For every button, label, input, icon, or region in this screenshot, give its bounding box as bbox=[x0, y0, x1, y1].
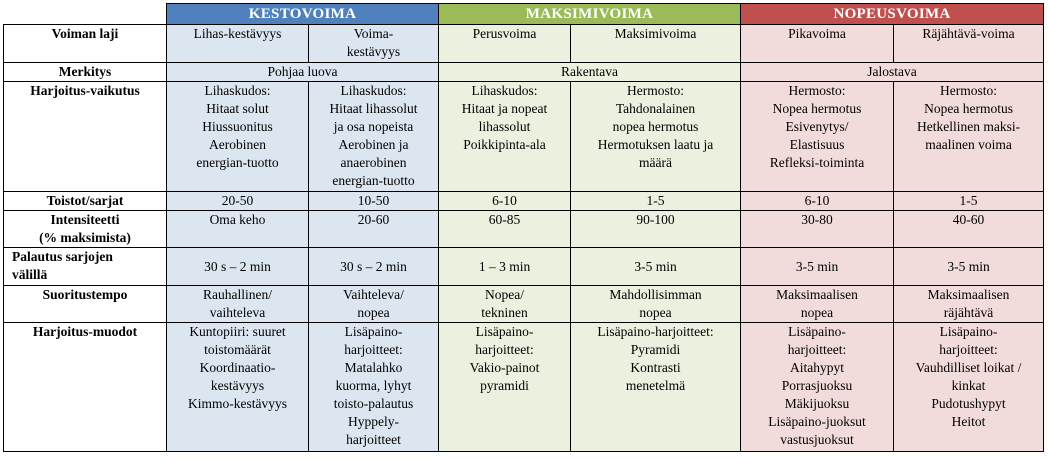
cell-pikavoima: Pikavoima bbox=[741, 25, 894, 63]
empty-corner-cell bbox=[4, 4, 167, 25]
cell-muodot-3: Lisäpaino- harjoitteet: Vakio-painot pyramidi bbox=[439, 323, 571, 452]
strength-training-table bbox=[3, 3, 1044, 452]
cell-tempo-5: Maksimaalisen nopea bbox=[741, 286, 894, 323]
cell-vaikutus-4: Hermosto: Tahdonalainen nopea hermotus Hermotuksen laatu ja määrä bbox=[571, 82, 741, 192]
cell-toistot-1: 20-50 bbox=[167, 192, 309, 211]
cell-tempo-6: Maksimaalisen räjähtävä bbox=[894, 286, 1044, 323]
row-harjoitus-muodot bbox=[4, 323, 1044, 452]
cell-tempo-2: Vaihteleva/ nopea bbox=[309, 286, 439, 323]
cell-palautus-5: 3-5 min bbox=[741, 248, 894, 286]
cell-toistot-3: 6-10 bbox=[439, 192, 571, 211]
cell-intensiteetti-6: 40-60 bbox=[894, 211, 1044, 248]
cell-palautus-3: 1 – 3 min bbox=[439, 248, 571, 286]
row-label-suoritustempo: Suoritustempo bbox=[4, 286, 167, 323]
row-label-toistot: Toistot/sarjat bbox=[4, 192, 167, 211]
group-header-maksimivoima: MAKSIMIVOIMA bbox=[439, 4, 741, 25]
cell-muodot-2: Lisäpaino- harjoitteet: Matalahko kuorma, lyhyt toisto-palautus Hyppely- harjoitteet bbox=[309, 323, 439, 452]
row-voiman-laji bbox=[4, 25, 1044, 63]
cell-vaikutus-3: Lihaskudos: Hitaat ja nopeat lihassolut Poikkipinta-ala bbox=[439, 82, 571, 192]
row-label-harjoitus-vaikutus: Harjoitus-vaikutus bbox=[4, 82, 167, 192]
cell-vaikutus-2: Lihaskudos: Hitaat lihassolut ja osa nopeista Aerobinen ja anaerobinen energian-tuotto bbox=[309, 82, 439, 192]
cell-vaikutus-1: Lihaskudos: Hitaat solut Hiussuonitus Aerobinen energian-tuotto bbox=[167, 82, 309, 192]
cell-merkitys-nopeus: Jalostava bbox=[741, 63, 1044, 82]
cell-tempo-1: Rauhallinen/ vaihteleva bbox=[167, 286, 309, 323]
row-suoritustempo bbox=[4, 286, 1044, 323]
group-header-kestovoima: KESTOVOIMA bbox=[167, 4, 439, 25]
cell-vaikutus-5: Hermosto: Nopea hermotus Esivenytys/ Elastisuus Refleksi-toiminta bbox=[741, 82, 894, 192]
cell-vaikutus-6: Hermosto: Nopea hermotus Hetkellinen maksi- maalinen voima bbox=[894, 82, 1044, 192]
cell-intensiteetti-2: 20-60 bbox=[309, 211, 439, 248]
cell-maksimivoima: Maksimivoima bbox=[571, 25, 741, 63]
cell-palautus-4: 3-5 min bbox=[571, 248, 741, 286]
cell-toistot-5: 6-10 bbox=[741, 192, 894, 211]
cell-toistot-2: 10-50 bbox=[309, 192, 439, 211]
cell-voima-kestavyys: Voima- kestävyys bbox=[309, 25, 439, 63]
cell-muodot-4: Lisäpaino-harjoitteet: Pyramidi Kontrasti menetelmä bbox=[571, 323, 741, 452]
cell-intensiteetti-3: 60-85 bbox=[439, 211, 571, 248]
row-label-voiman-laji: Voiman laji bbox=[4, 25, 167, 63]
cell-merkitys-kesto: Pohjaa luova bbox=[167, 63, 439, 82]
cell-intensiteetti-5: 30-80 bbox=[741, 211, 894, 248]
group-header-nopeusvoima: NOPEUSVOIMA bbox=[741, 4, 1044, 25]
cell-muodot-6: Lisäpaino- harjoitteet: Vauhdilliset loikat / kinkat Pudotushypyt Heitot bbox=[894, 323, 1044, 452]
group-header-row bbox=[4, 4, 1044, 25]
cell-toistot-6: 1-5 bbox=[894, 192, 1044, 211]
row-harjoitus-vaikutus bbox=[4, 82, 1044, 192]
cell-palautus-2: 30 s – 2 min bbox=[309, 248, 439, 286]
cell-toistot-4: 1-5 bbox=[571, 192, 741, 211]
row-toistot bbox=[4, 192, 1044, 211]
row-intensiteetti bbox=[4, 211, 1044, 248]
row-label-palautus: Palautus sarjojen välillä bbox=[4, 248, 167, 286]
row-label-intensiteetti: Intensiteetti (% maksimista) bbox=[4, 211, 167, 248]
cell-intensiteetti-4: 90-100 bbox=[571, 211, 741, 248]
cell-perusvoima: Perusvoima bbox=[439, 25, 571, 63]
cell-intensiteetti-1: Oma keho bbox=[167, 211, 309, 248]
cell-lihas-kestavyys: Lihas-kestävyys bbox=[167, 25, 309, 63]
row-label-harjoitus-muodot: Harjoitus-muodot bbox=[4, 323, 167, 452]
cell-rajahtava-voima: Räjähtävä-voima bbox=[894, 25, 1044, 63]
cell-muodot-1: Kuntopiiri: suuret toistomäärät Koordinaatio- kestävyys Kimmo-kestävyys bbox=[167, 323, 309, 452]
cell-muodot-5: Lisäpaino- harjoitteet: Aitahypyt Porrasjuoksu Mäkijuoksu Lisäpaino-juoksut vastusjuoksut bbox=[741, 323, 894, 452]
cell-tempo-3: Nopea/ tekninen bbox=[439, 286, 571, 323]
cell-merkitys-maksimi: Rakentava bbox=[439, 63, 741, 82]
cell-palautus-1: 30 s – 2 min bbox=[167, 248, 309, 286]
cell-tempo-4: Mahdollisimman nopea bbox=[571, 286, 741, 323]
row-palautus bbox=[4, 248, 1044, 286]
row-merkitys bbox=[4, 63, 1044, 82]
cell-palautus-6: 3-5 min bbox=[894, 248, 1044, 286]
row-label-merkitys: Merkitys bbox=[4, 63, 167, 82]
